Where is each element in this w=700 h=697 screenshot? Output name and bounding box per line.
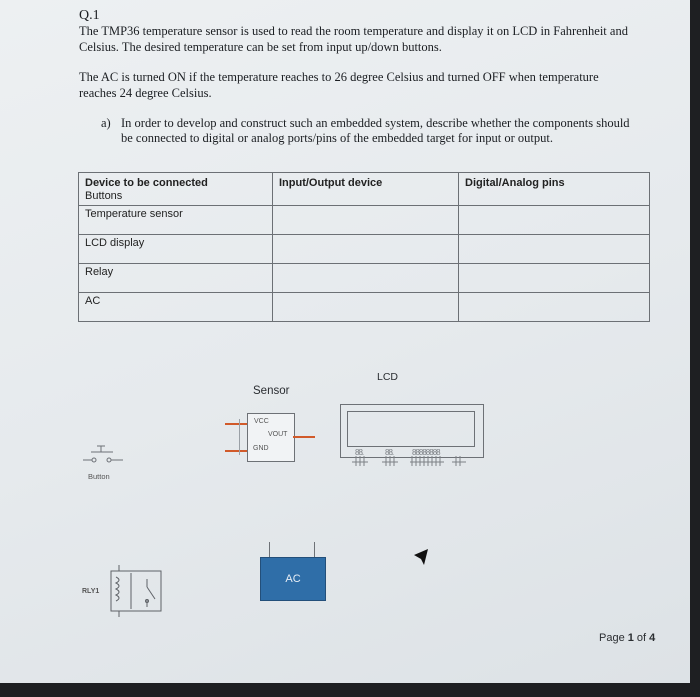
relay-label: RLY1: [82, 588, 100, 595]
table-header-row: [79, 173, 650, 206]
row-device: AC: [79, 293, 273, 322]
row-io-cell: [273, 293, 459, 322]
push-button-symbol: [83, 445, 127, 469]
lcd-label: LCD: [377, 371, 399, 383]
lcd-screen: [347, 411, 475, 447]
row-io-cell: [273, 235, 459, 264]
sub-question-line-2: be connected to digital or analog ports/pins of the embedded target for input or output.: [121, 131, 553, 145]
sensor-pin-vout: VOUT: [268, 431, 288, 438]
row-device: LCD display: [79, 235, 273, 264]
question-number: Q.1: [79, 8, 100, 23]
row-io-cell: [273, 206, 459, 235]
header-device-label: Device to be connected: [85, 177, 208, 189]
table-row: [79, 293, 650, 322]
lcd-pin-group-3: 88888888: [412, 448, 440, 457]
page-current: 1: [627, 632, 634, 644]
row-pins-cell: [459, 264, 650, 293]
page-total: 4: [649, 632, 656, 644]
row-pins-cell: [459, 235, 650, 264]
table-row: [79, 264, 650, 293]
devices-table: [78, 172, 650, 322]
buttons-label: Buttons: [85, 190, 123, 202]
question-text-line-3: The AC is turned ON if the temperature reaches to 26 degree Celsius and turned OFF when temperature: [79, 70, 599, 84]
page-prefix: Page: [599, 632, 628, 644]
row-device: Relay: [79, 264, 273, 293]
sensor-vout-lead: [293, 436, 315, 438]
sensor-rail: [239, 419, 240, 455]
lcd-pin-group-2: 88.: [385, 448, 394, 457]
ac-lead-left: [269, 542, 270, 557]
relay-symbol: [107, 565, 165, 617]
table-header-device: [79, 173, 273, 206]
page-number: [599, 632, 655, 644]
row-pins-cell: [459, 293, 650, 322]
table-row: [79, 206, 650, 235]
row-device: Temperature sensor: [79, 206, 273, 235]
page-of: of: [633, 632, 650, 644]
sensor-gnd-lead: [225, 450, 247, 452]
ac-lead-right: [314, 542, 315, 557]
question-text-line-2: Celsius. The desired temperature can be set from input up/down buttons.: [79, 40, 442, 54]
row-io-cell: [273, 264, 459, 293]
sub-question-label: a): [101, 116, 111, 130]
sensor-pin-vcc: VCC: [254, 418, 269, 425]
table-header-pins: Digital/Analog pins: [459, 173, 650, 206]
sub-question-line-1: In order to develop and construct such an embedded system, describe whether the components should: [121, 116, 630, 130]
sensor-pin-gnd: GND: [253, 445, 269, 452]
table-row: [79, 235, 650, 264]
question-text-line-1: The TMP36 temperature sensor is used to read the room temperature and display it on LCD in Fahrenheit and: [79, 24, 628, 38]
sensor-label: Sensor: [253, 385, 290, 397]
sensor-chip: [247, 413, 295, 462]
lcd-pin-group-1: 88.: [355, 448, 364, 457]
lcd-pins-graphic: [352, 456, 472, 468]
mouse-cursor-icon: [412, 547, 430, 569]
sensor-vcc-lead: [225, 423, 247, 425]
row-pins-cell: [459, 206, 650, 235]
button-label: Button: [88, 472, 110, 481]
table-header-io: Input/Output device: [273, 173, 459, 206]
ac-unit: AC: [260, 557, 326, 601]
question-text-line-4: reaches 24 degree Celsius.: [79, 86, 212, 100]
